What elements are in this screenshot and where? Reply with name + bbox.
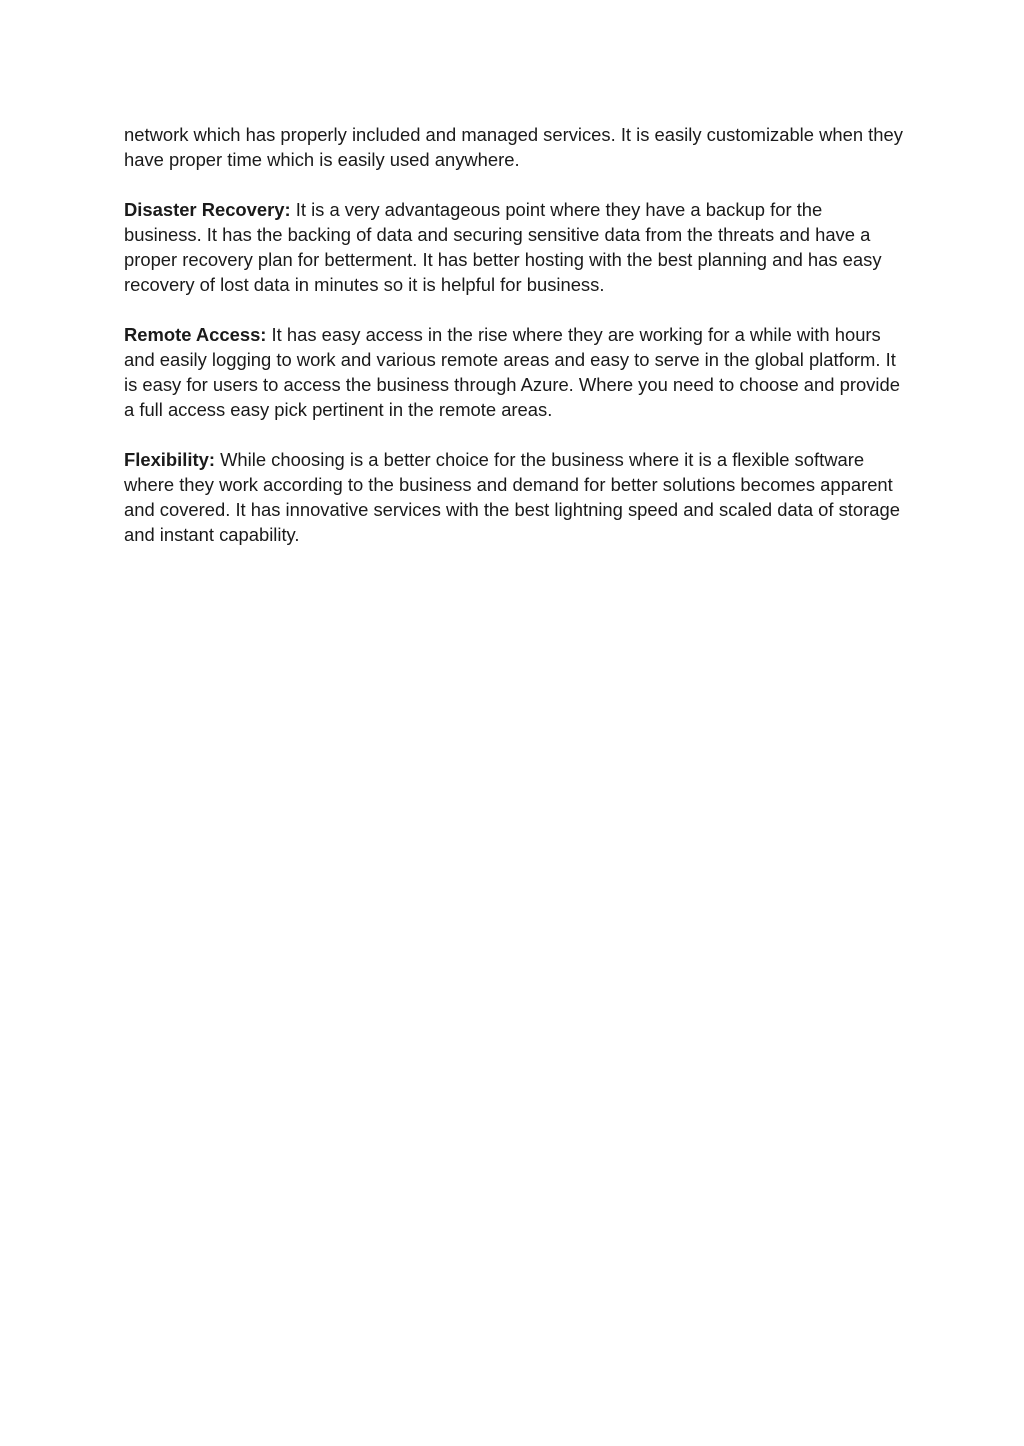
paragraph-remote-access-text: It has easy access in the rise where they are working for a while with hours and easily logging to work and various remote areas and easy to serve in the global platform. It is easy for users to access the business through Azure. Where you need to choose and provide a full access easy pick pertinent in the remote areas. xyxy=(124,324,900,420)
paragraph-disaster-recovery xyxy=(124,197,904,297)
term-remote-access: Remote Access: xyxy=(124,324,267,345)
paragraph-intro xyxy=(124,122,904,172)
paragraph-flexibility xyxy=(124,447,904,547)
paragraph-intro-text: network which has properly included and managed services. It is easily customizable when they have proper time which is easily used anywhere. xyxy=(124,124,903,170)
paragraph-disaster-recovery-text: It is a very advantageous point where they have a backup for the business. It has the backing of data and securing sensitive data from the threats and have a proper recovery plan for betterment. It has better hosting with the best planning and has easy recovery of lost data in minutes so it is helpful for business. xyxy=(124,199,882,295)
term-disaster-recovery: Disaster Recovery: xyxy=(124,199,291,220)
document-body xyxy=(124,122,904,572)
paragraph-flexibility-text: While choosing is a better choice for the business where it is a flexible software where they work according to the business and demand for better solutions becomes apparent and covered. It has innovative services with the best lightning speed and scaled data of storage and instant capability. xyxy=(124,449,900,545)
paragraph-remote-access xyxy=(124,322,904,422)
term-flexibility: Flexibility: xyxy=(124,449,215,470)
